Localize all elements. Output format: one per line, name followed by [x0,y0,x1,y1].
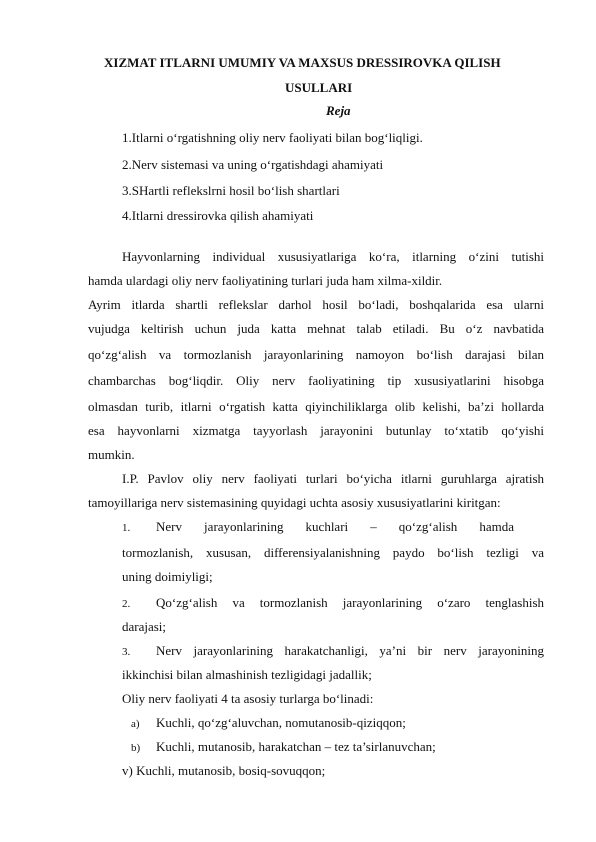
list-marker: a) [131,718,140,730]
types-intro: Oliy nerv faoliyati 4 ta asosiy turlarga bo‘linadi: [122,691,374,706]
paragraph-line: olmasdan turib, itlarni o‘rgatish katta qiyinchiliklarga olib kelishi, ba’zi hollarda [88,399,544,414]
plan-item: 4.Itlarni dressirovka qilish ahamiyati [122,208,314,223]
list-marker: 3. [122,646,131,658]
list-item-line: Nerv jarayonlarining kuchlari – qo‘zg‘alish hamda [156,519,514,534]
reja-heading: Reja [326,103,351,118]
list-item-line: darajasi; [122,619,167,634]
list-item-line: Nerv jarayonlarining harakatchanligi, ya’ni bir nerv jarayonining [156,643,544,658]
paragraph-line: esa hayvonlarni xizmatga tayyorlash jarayonini butunlay to‘xtatib qo‘yishi [88,423,544,438]
paragraph-line: mumkin. [88,447,135,462]
list-marker: 2. [122,598,131,610]
list-item-line: v) Kuchli, mutanosib, bosiq-sovuqqon; [122,763,326,778]
paragraph-line: tamoyillariga nerv sistemasining quyidagi uchta asosiy xususiyatlarini kiritgan: [88,495,501,510]
list-item-line: uning doimiyligi; [122,569,213,584]
list-marker: b) [131,742,141,754]
list-marker: 1. [122,522,131,534]
paragraph-line: vujudga keltirish uchun juda katta mehnat talab etiladi. Bu o‘z navbatida [88,321,544,336]
list-item-line: ikkinchisi bilan almashinish tezligidagi jadallik; [122,667,372,682]
plan-item: 3.SHartli reflekslrni hosil bo‘lish shartlari [122,183,340,198]
list-item-line: Qo‘zg‘alish va tormozlanish jarayonlarining o‘zaro tenglashish [156,595,544,610]
paragraph-line: qo‘zg‘alish va tormozlanish jarayonlarining namoyon bo‘lish darajasi bilan [88,347,544,362]
title-line-2: USULLARI [285,80,353,95]
paragraph-line: hamda ulardagi oliy nerv faoliyatining turlari juda ham xilma-xildir. [88,273,443,288]
plan-item: 1.Itlarni o‘rgatishning oliy nerv faoliyati bilan bog‘liqligi. [122,130,423,145]
title-line-1: XIZMAT ITLARNI UMUMIY VA MAXSUS DRESSIROVKA QILISH [104,55,501,70]
list-item-line: Kuchli, qo‘zg‘aluvchan, nomutanosib-qiziqqon; [156,715,406,730]
paragraph-line: Hayvonlarning individual xususiyatlariga ko‘ra, itlarning o‘zini tutishi [122,249,544,264]
paragraph-line: I.P. Pavlov oliy nerv faoliyati turlari bo‘yicha itlarni guruhlarga ajratish [122,471,544,486]
paragraph-line: chambarchas bog‘liqdir. Oliy nerv faoliyatining tip xususiyatlarini hisobga [88,373,544,388]
list-item-line: Kuchli, mutanosib, harakatchan – tez ta’sirlanuvchan; [156,739,436,754]
paragraph-line: Ayrim itlarda shartli reflekslar darhol hosil bo‘ladi, boshqalarida esa ularni [88,297,544,312]
plan-item: 2.Nerv sistemasi va uning o‘rgatishdagi ahamiyati [122,157,384,172]
list-item-line: tormozlanish, xususan, differensiyalanishning paydo bo‘lish tezligi va [122,545,544,560]
